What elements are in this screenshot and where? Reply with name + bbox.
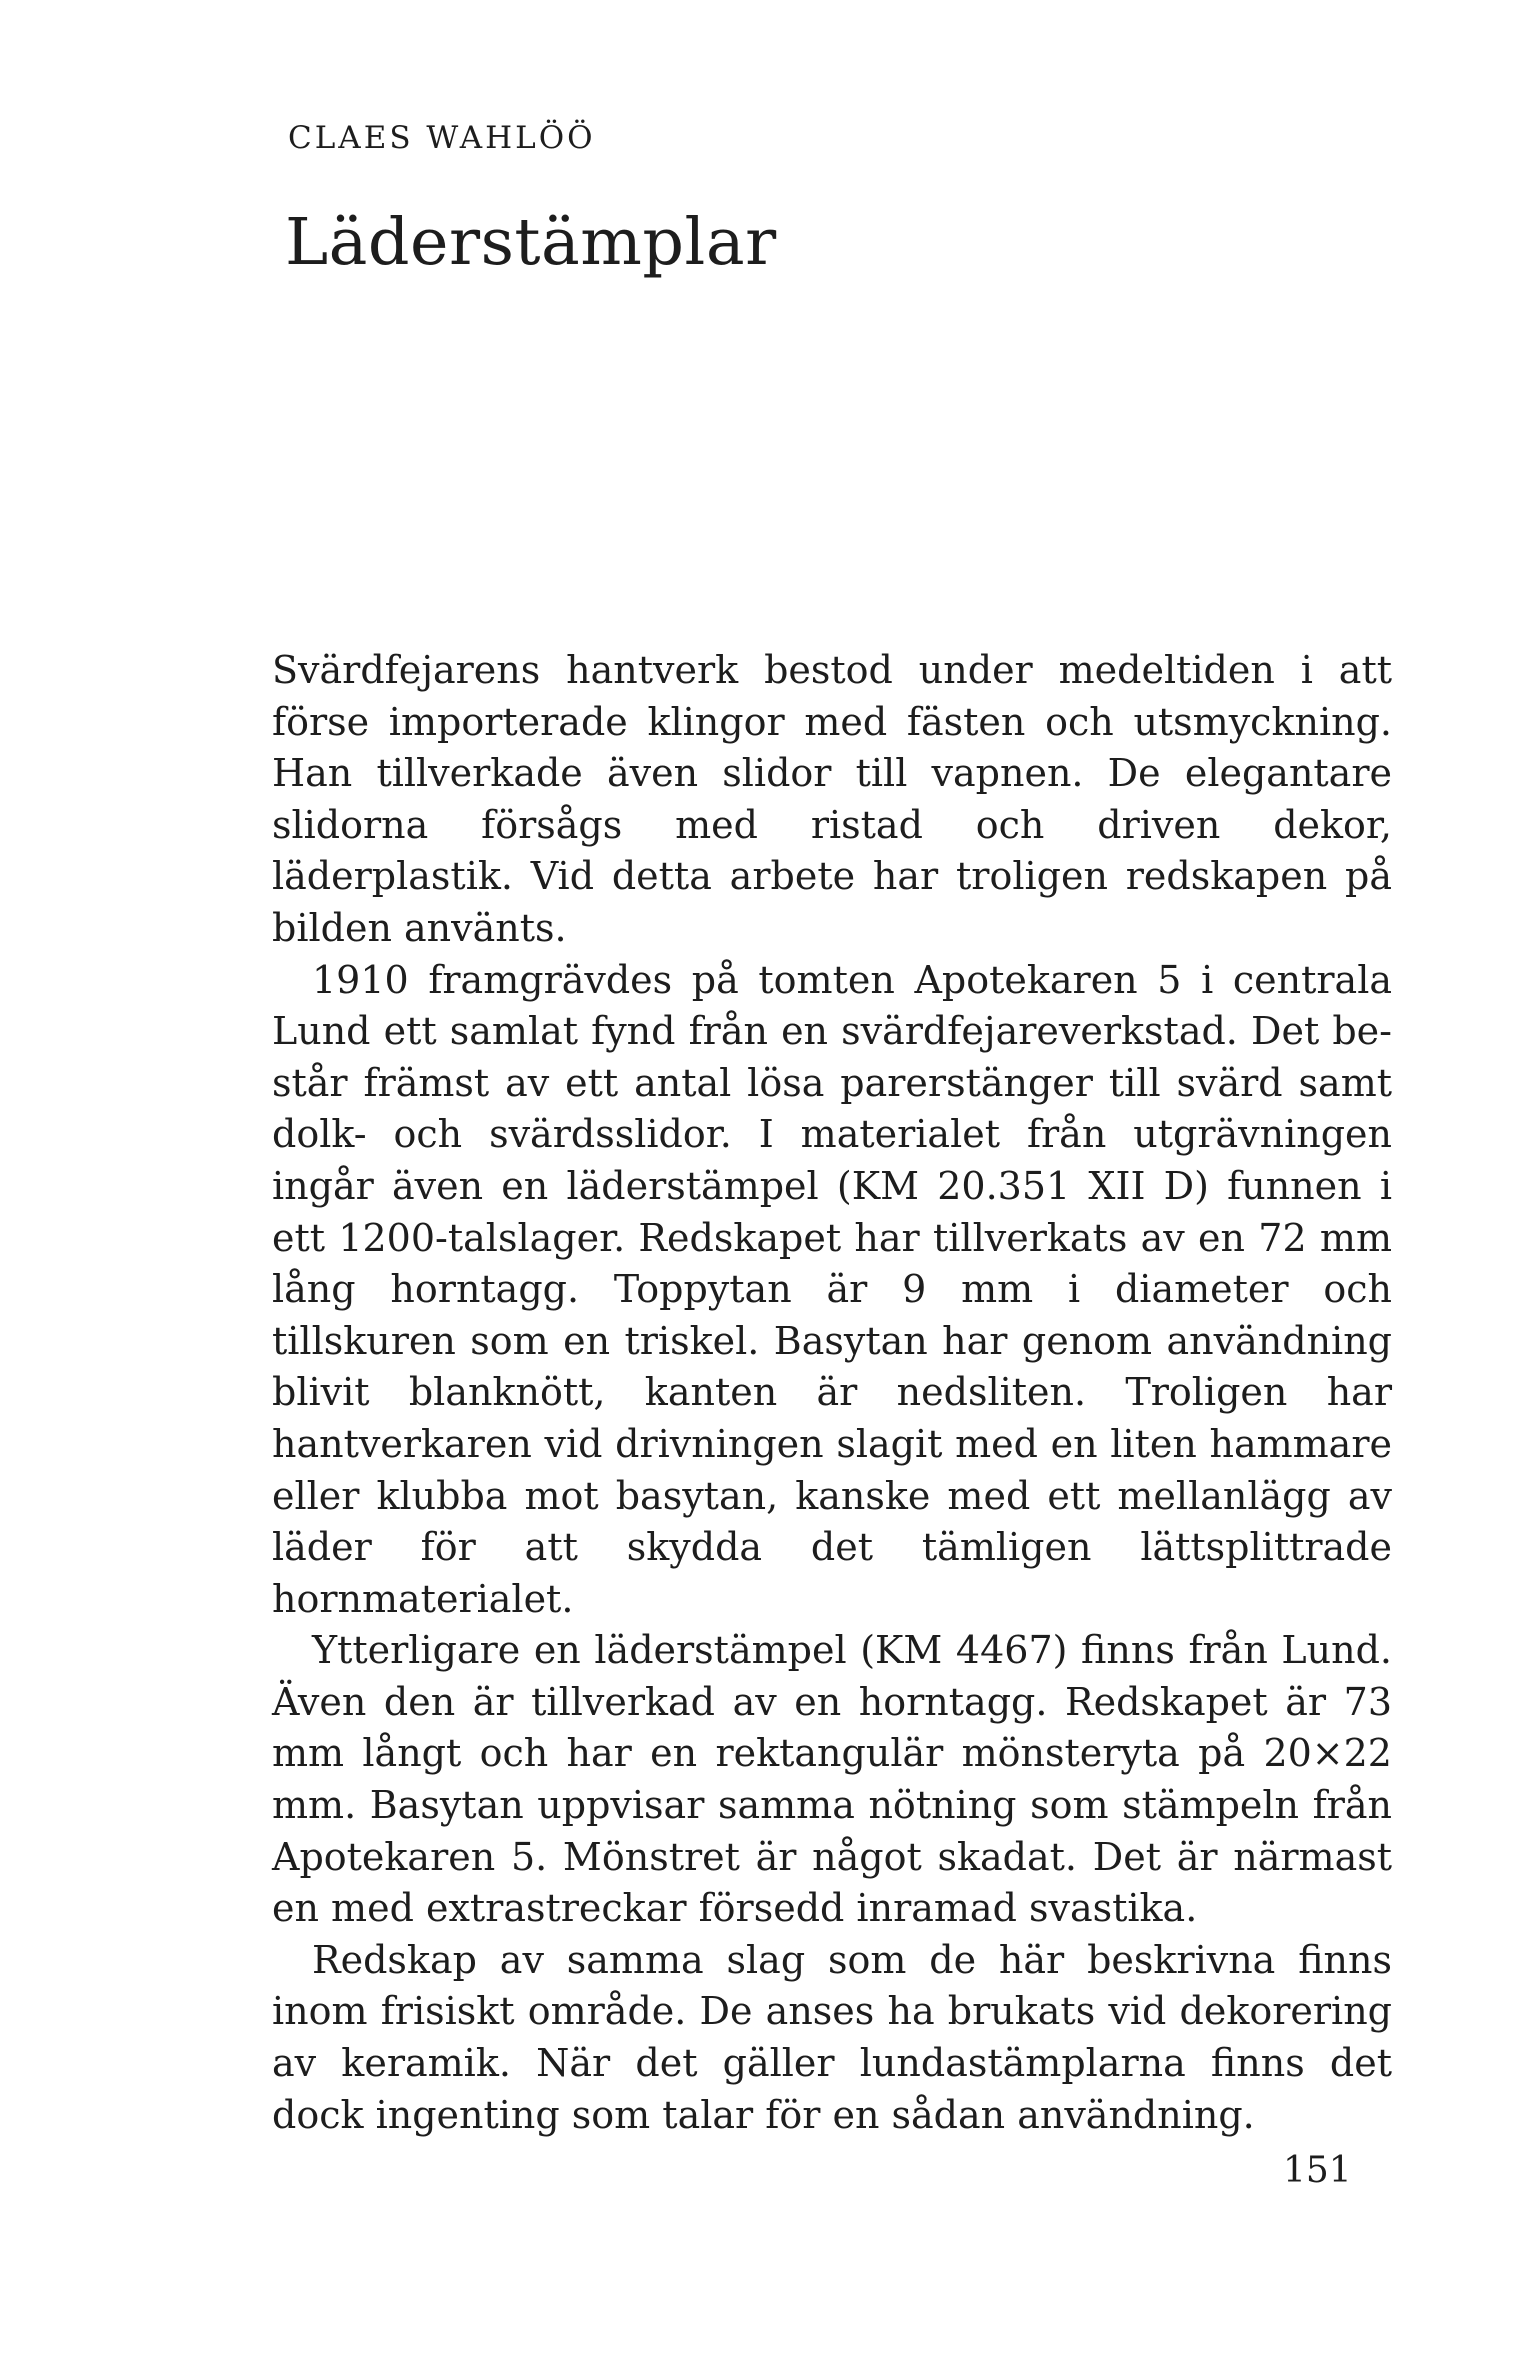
author-name: CLAES WAHLÖÖ bbox=[288, 120, 596, 156]
article-body bbox=[272, 645, 1392, 2141]
page-number: 151 bbox=[1283, 2150, 1352, 2191]
paragraph-4: Redskap av samma slag som de här beskrivna finns inom frisiskt område. De anses ha brukats vid dekorering av keramik. När det gäller lundastämplarna finns det dock ingenting som talar för en sådan användning. bbox=[272, 1937, 1392, 2137]
paragraph-1: Svärdfejarens hantverk bestod under medeltiden i att förse importerade klingor med fästen och utsmyckning. Han tillverkade även slidor till vapnen. De elegantare slidorna försågs med ristad och driven dekor, läderplastik. Vid detta arbete har troligen redskapen på bilden använts. bbox=[272, 648, 1392, 950]
paragraph-3: Ytterligare en läderstämpel (KM 4467) finns från Lund. Även den är tillverkad av en horntagg. Redskapet är 73 mm långt och har en rektangulär mönsteryta på 20×22 mm. Basytan uppvisar samma nötning som stämpeln från Apotekaren 5. Mönstret är något skadat. Det är närmast en med extrastreckar försedd inramad svastika. bbox=[272, 1628, 1392, 1931]
paragraph-2: 1910 framgrävdes på tomten Apotekaren 5 i centrala Lund ett samlat fynd från en svärdfejareverkstad. Det består främst av ett antal lösa parerstänger till svärd samt dolk- och svärdsslidor. I materialet från utgrävningen ingår även en läderstämpel (KM 20.351 XII D) funnen i ett 1200-talslager. Redskapet har tillverkats av en 72 mm lång horntagg. Toppytan är 9 mm i diameter och tillskuren som en triskel. Basytan har genom användning blivit blanknött, kanten är nedsliten. Troligen har hantverkaren vid drivningen slagit med en liten hammare eller klubba mot basytan, kanske med ett mellanlägg av läder för att skydda det tämligen lättsplittrade hornmaterialet. bbox=[272, 957, 1392, 1621]
article-title: Läderstämplar bbox=[285, 205, 777, 280]
